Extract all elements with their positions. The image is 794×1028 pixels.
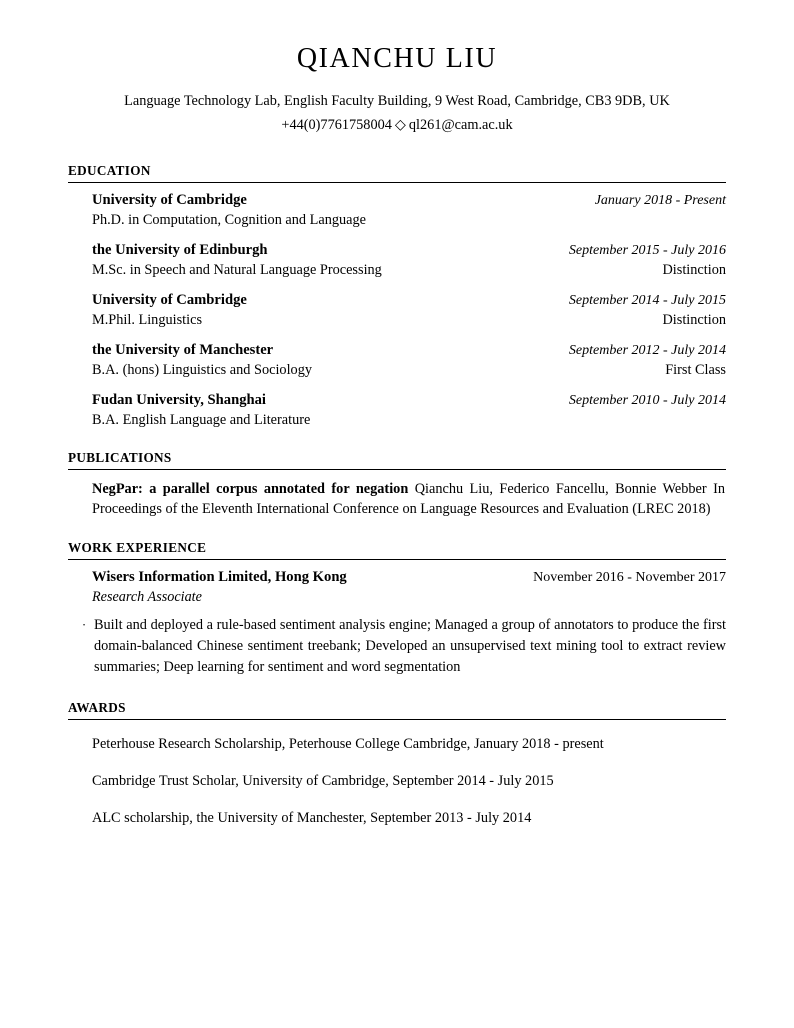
diamond-separator-icon: ◇ (394, 116, 406, 133)
work-entry (92, 568, 726, 607)
entry-header-row (92, 391, 726, 411)
entry-detail-row (92, 211, 726, 230)
education-entry (92, 391, 726, 430)
publication-title: NegPar: a parallel corpus annotated for negation (92, 480, 409, 497)
entry-detail-row (92, 411, 726, 430)
degree-grade: Distinction (662, 261, 726, 278)
section-publications (68, 450, 726, 520)
degree-name: Ph.D. in Computation, Cognition and Language (92, 211, 367, 228)
entry-date-range: September 2014 - July 2015 (568, 293, 726, 309)
entry-header-row (92, 191, 726, 211)
employer-name: Wisers Information Limited, Hong Kong (92, 569, 347, 586)
list-item (74, 615, 726, 678)
education-entry-list (68, 191, 726, 430)
email-address: ql261@cam.ac.uk (408, 116, 513, 133)
phone-number: +44(0)7761758004 (281, 116, 392, 133)
section-divider (68, 469, 726, 470)
institution-name: Fudan University, Shanghai (92, 391, 266, 408)
section-divider (68, 559, 726, 560)
work-bullet-list (68, 615, 726, 678)
institution-name: University of Cambridge (92, 192, 247, 209)
section-divider (68, 182, 726, 183)
section-divider (68, 719, 726, 720)
entry-detail-row (92, 311, 726, 330)
list-item: Cambridge Trust Scholar, University of Cambridge, September 2014 - July 2015 (92, 773, 554, 790)
entry-date-range: January 2018 - Present (594, 193, 726, 209)
section-education (68, 163, 726, 430)
education-entry (92, 191, 726, 230)
cv-header (0, 0, 794, 135)
list-item: Peterhouse Research Scholarship, Peterhouse College Cambridge, January 2018 - present (92, 736, 604, 753)
section-heading-awards: AWARDS (68, 700, 126, 716)
bullet-dot-icon: · (81, 616, 87, 632)
entry-date-range: November 2016 - November 2017 (533, 570, 726, 586)
section-work-experience (68, 540, 726, 678)
bullet-text: Built and deployed a rule-based sentiment analysis engine; Managed a group of annotators to produce the first domain-balanced Chinese sentiment treebank; Developed an unsupervised text mining tool to extract review summaries; Deep learning for sentiment and word segmentation (94, 616, 726, 676)
entry-header-row (92, 568, 726, 588)
contact-address: Language Technology Lab, English Faculty Building, 9 West Road, Cambridge, CB3 9DB, UK (124, 92, 670, 109)
institution-name: the University of Manchester (92, 341, 274, 358)
section-awards (68, 700, 726, 828)
list-item: ALC scholarship, the University of Manchester, September 2013 - July 2014 (92, 810, 532, 827)
education-entry (92, 291, 726, 330)
institution-name: University of Cambridge (92, 292, 247, 309)
job-title: Research Associate (92, 588, 202, 605)
entry-detail-row (92, 261, 726, 280)
education-entry (92, 341, 726, 380)
entry-header-row (92, 291, 726, 311)
section-heading-publications: PUBLICATIONS (68, 449, 172, 465)
publication-item (68, 479, 726, 520)
degree-grade: Distinction (662, 311, 726, 328)
entry-date-range: September 2012 - July 2014 (568, 342, 726, 358)
education-entry (92, 241, 726, 280)
contact-phone-email (0, 115, 794, 136)
degree-name: B.A. (hons) Linguistics and Sociology (92, 361, 313, 378)
degree-name: B.A. English Language and Literature (92, 411, 311, 428)
entry-detail-row (92, 361, 726, 380)
publication-details: Qianchu Liu, Federico Fancellu, Bonnie Webber In Proceedings of the Eleventh International Conference on Language Resources and Evaluation (LREC 2018) (92, 480, 725, 518)
section-heading-work-experience: WORK EXPERIENCE (68, 540, 207, 556)
awards-list (68, 734, 726, 828)
entry-header-row (92, 241, 726, 261)
page-title: QIANCHU LIU (296, 43, 498, 74)
entry-date-range: September 2015 - July 2016 (568, 243, 726, 259)
degree-name: M.Phil. Linguistics (92, 311, 203, 328)
institution-name: the University of Edinburgh (92, 242, 268, 259)
degree-name: M.Sc. in Speech and Natural Language Processing (92, 261, 382, 278)
section-heading-education: EDUCATION (68, 163, 151, 179)
entry-header-row (92, 341, 726, 361)
work-entry-list (68, 568, 726, 607)
degree-grade: First Class (665, 361, 726, 378)
entry-date-range: September 2010 - July 2014 (568, 392, 726, 408)
